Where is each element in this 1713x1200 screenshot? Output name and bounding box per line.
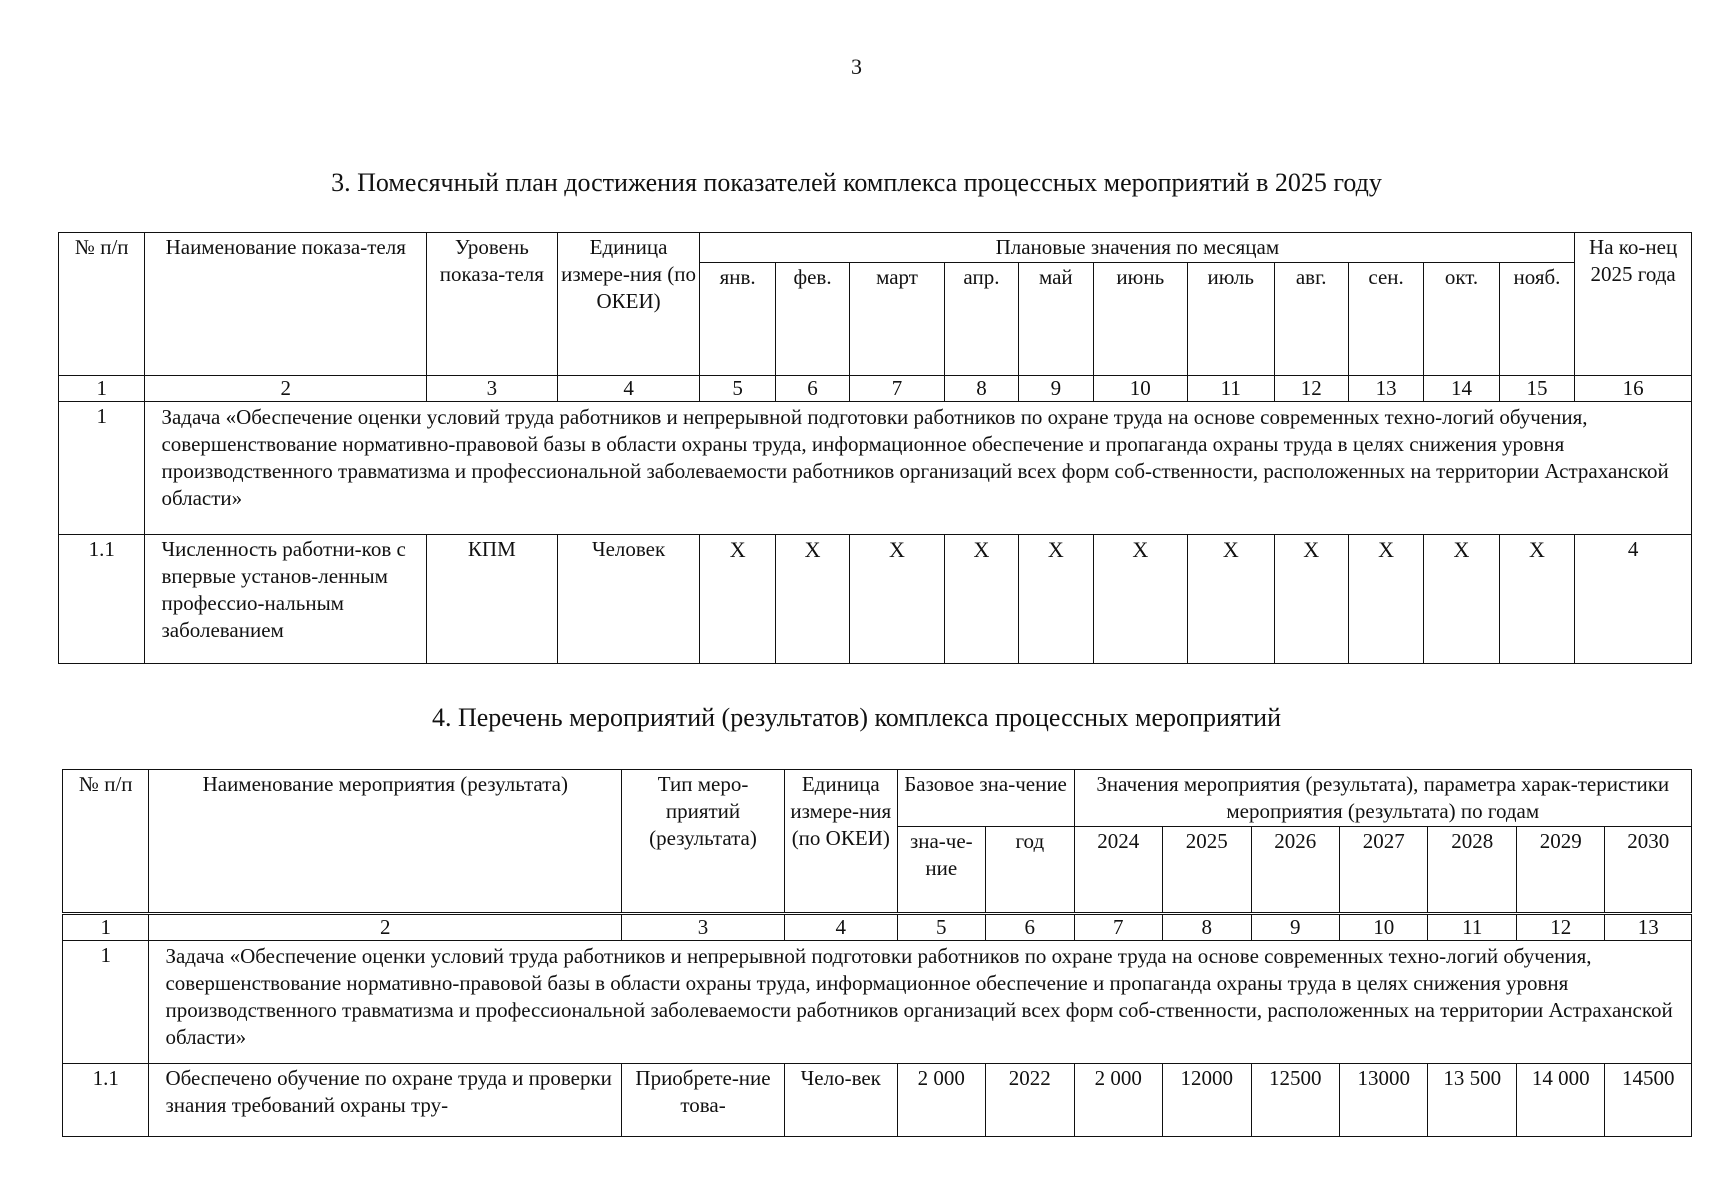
col-number: 6 — [775, 376, 849, 402]
year-value: 13000 — [1339, 1064, 1427, 1137]
header-values: Значения мероприятия (результата), параметра харак-теристики мероприятия (результата) по годам — [1074, 770, 1691, 827]
year-header: 2024 — [1074, 827, 1162, 914]
month-value: Х — [944, 535, 1018, 664]
month-value: Х — [850, 535, 945, 664]
col-number: 13 — [1605, 914, 1692, 941]
col-number: 7 — [850, 376, 945, 402]
col-number: 15 — [1499, 376, 1575, 402]
month-header: фев. — [775, 263, 849, 376]
year-header: 2025 — [1163, 827, 1251, 914]
col-number: 1 — [59, 376, 145, 402]
header-num: № п/п — [59, 233, 145, 376]
month-header: сен. — [1348, 263, 1423, 376]
task-num: 1 — [63, 941, 149, 1064]
col-number: 9 — [1019, 376, 1093, 402]
header-end: На ко-нец 2025 года — [1575, 233, 1692, 376]
month-header: март — [850, 263, 945, 376]
header-base: Базовое зна-чение — [897, 770, 1074, 827]
end-value: 4 — [1575, 535, 1692, 664]
month-header: июнь — [1093, 263, 1188, 376]
header-name: Наименование мероприятия (результата) — [149, 770, 622, 914]
month-value: Х — [1188, 535, 1274, 664]
year-header: 2030 — [1605, 827, 1692, 914]
month-header: нояб. — [1499, 263, 1575, 376]
col-number: 2 — [149, 914, 622, 941]
month-header: авг. — [1274, 263, 1348, 376]
year-header: 2028 — [1428, 827, 1516, 914]
year-header: 2027 — [1339, 827, 1427, 914]
activity-type: Приобрете-ние това- — [622, 1064, 785, 1137]
col-number: 12 — [1274, 376, 1348, 402]
header-level: Уровень показа-теля — [426, 233, 557, 376]
header-base-year: год — [986, 827, 1074, 914]
month-header: июль — [1188, 263, 1274, 376]
col-number: 14 — [1424, 376, 1499, 402]
col-number: 4 — [784, 914, 897, 941]
header-type: Тип меро-приятий (результата) — [622, 770, 785, 914]
header-unit: Единица измере-ния (по ОКЕИ) — [557, 233, 700, 376]
col-number: 9 — [1251, 914, 1339, 941]
year-header: 2026 — [1251, 827, 1339, 914]
header-name: Наименование показа-теля — [145, 233, 427, 376]
month-value: Х — [1348, 535, 1423, 664]
activities-table — [62, 769, 1692, 1137]
indicator-unit: Человек — [557, 535, 700, 664]
row-num: 1.1 — [63, 1064, 149, 1137]
col-number: 16 — [1575, 376, 1692, 402]
col-number: 13 — [1348, 376, 1423, 402]
col-number: 5 — [897, 914, 985, 941]
col-number: 2 — [145, 376, 427, 402]
table1-title: 3. Помесячный план достижения показателей комплекса процессных мероприятий в 2025 году — [331, 168, 1382, 197]
col-number: 11 — [1428, 914, 1516, 941]
col-number: 3 — [426, 376, 557, 402]
col-number: 1 — [63, 914, 149, 941]
base-year: 2022 — [986, 1064, 1074, 1137]
col-number: 12 — [1516, 914, 1604, 941]
header-base-value: зна-че-ние — [897, 827, 985, 914]
col-number: 3 — [622, 914, 785, 941]
base-value: 2 000 — [897, 1064, 985, 1137]
year-value: 12000 — [1163, 1064, 1251, 1137]
table2-title: 4. Перечень мероприятий (результатов) комплекса процессных мероприятий — [431, 703, 1282, 732]
col-number: 4 — [557, 376, 700, 402]
page-number: 3 — [851, 54, 862, 79]
year-value: 2 000 — [1074, 1064, 1162, 1137]
task-num: 1 — [59, 402, 145, 535]
month-value: Х — [775, 535, 849, 664]
year-value: 14 000 — [1516, 1064, 1604, 1137]
year-header: 2029 — [1516, 827, 1604, 914]
month-value: Х — [1019, 535, 1093, 664]
month-header: май — [1019, 263, 1093, 376]
month-value: Х — [700, 535, 775, 664]
col-number: 10 — [1093, 376, 1188, 402]
col-number: 8 — [1163, 914, 1251, 941]
monthly-plan-table — [58, 232, 1692, 664]
month-value: Х — [1424, 535, 1499, 664]
month-value: Х — [1499, 535, 1575, 664]
month-value: Х — [1274, 535, 1348, 664]
row-num: 1.1 — [59, 535, 145, 664]
activity-unit: Чело-век — [784, 1064, 897, 1137]
task-text: Задача «Обеспечение оценки условий труда работников и непрерывной подготовки работников по охране труда на основе современных техно-логий обучения, совершенствование нормативно-правовой базы в области охраны труда, информационное обеспечение и пропаганда охраны труда в целях снижения уровня производственного травматизма и профессиональной заболеваемости работников организаций всех форм соб-ственности, расположенных на территории Астраханской области» — [149, 941, 1692, 1064]
month-header: янв. — [700, 263, 775, 376]
col-number: 5 — [700, 376, 775, 402]
year-value: 13 500 — [1428, 1064, 1516, 1137]
activity-name: Обеспечено обучение по охране труда и проверки знания требований охраны тру- — [149, 1064, 622, 1137]
header-num: № п/п — [63, 770, 149, 914]
indicator-name: Численность работни-ков с впервые установ-ленным профессио-нальным заболеванием — [145, 535, 427, 664]
col-number: 10 — [1339, 914, 1427, 941]
year-value: 14500 — [1605, 1064, 1692, 1137]
indicator-level: КПМ — [426, 535, 557, 664]
col-number: 6 — [986, 914, 1074, 941]
col-number: 7 — [1074, 914, 1162, 941]
col-number: 8 — [944, 376, 1018, 402]
header-unit: Единица измере-ния (по ОКЕИ) — [784, 770, 897, 914]
month-header: окт. — [1424, 263, 1499, 376]
month-header: апр. — [944, 263, 1018, 376]
col-number: 11 — [1188, 376, 1274, 402]
task-text: Задача «Обеспечение оценки условий труда работников и непрерывной подготовки работников по охране труда на основе современных техно-логий обучения, совершенствование нормативно-правовой базы в области охраны труда, информационное обеспечение и пропаганда охраны труда в целях снижения уровня производственного травматизма и профессиональной заболеваемости работников организаций всех форм соб-ственности, расположенных на территории Астраханской области» — [145, 402, 1692, 535]
header-plan: Плановые значения по месяцам — [700, 233, 1575, 263]
year-value: 12500 — [1251, 1064, 1339, 1137]
month-value: Х — [1093, 535, 1188, 664]
